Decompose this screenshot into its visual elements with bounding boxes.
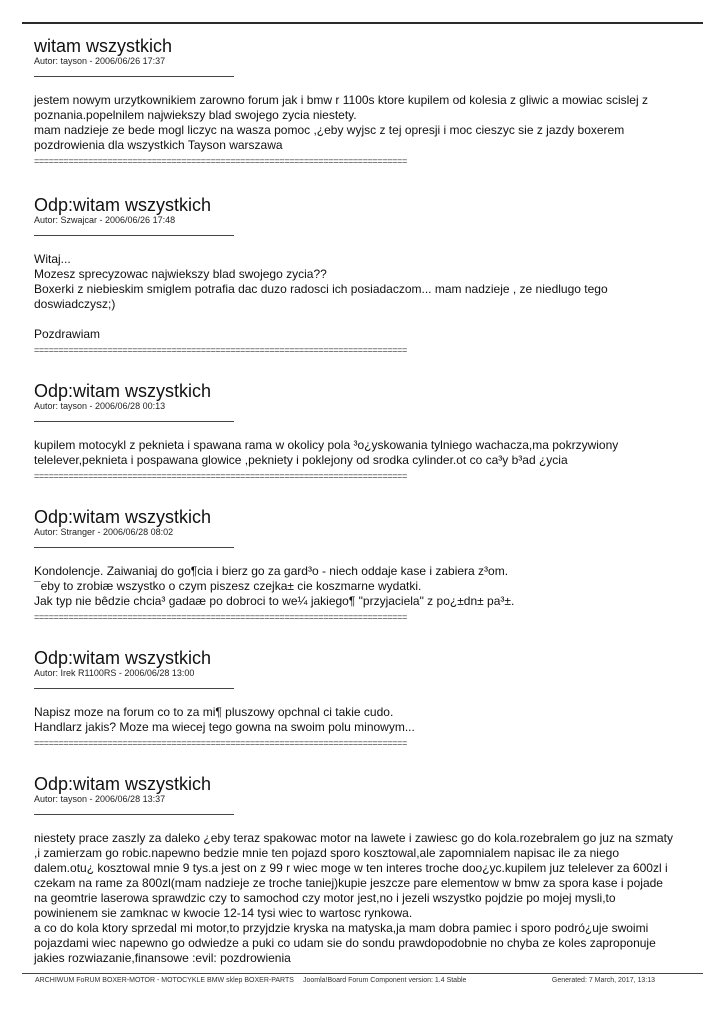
- post: [34, 36, 694, 167]
- post-title: witam wszystkich: [34, 36, 173, 56]
- post-body: jestem nowym urzytkownikiem zarowno forum jak i bmw r 1100s ktore kupilem od kolesia z gliwic a mowiac scislej z poznania.popelnilem najwiekszy blad swojego zycia niestety. mam nadzieje ze bede mogl liczyc na wasza pomoc ,¿eby wyjsc z tej opresji i moc cieszyc sie z jazdy boxerem pozdrowienia dla wszystkich Tayson warszawa: [34, 93, 648, 152]
- post-separator: ============================================================================: [34, 612, 407, 622]
- post-body: kupilem motocykl z peknieta i spawana rama w okolicy pola ³o¿yskowania tylniego wachacza,ma pokrzywiony telelever,peknieta i pospawana glowice ,pekniety i poklejony od srodka cylinder.ot co ca³y b³ad ¿ycia: [34, 438, 619, 467]
- post: [34, 507, 694, 623]
- meta-divider: [34, 814, 234, 815]
- post-body: Napisz moze na forum co to za mi¶ pluszowy opchnal ci takie cudo. Handlarz jakis? Moze ma wiecej tego gowna na swoim polu minowym...: [34, 705, 415, 734]
- post-separator: ============================================================================: [34, 345, 407, 355]
- post: [34, 381, 694, 482]
- post-body: niestety prace zaszly za daleko ¿eby teraz spakowac motor na lawete i zawiesc go do kola.rozebralem go juz na szmaty ,i zamierzam go robic.napewno bedzie mnie ten pojazd sporo kosztowal,ale zapomnialem napisac ile za niego dalem.otu¿ kosztowal mnie 9 tys.a jest on z 99 r wiec moge w ten interes troche doo¿yc.kupilem juz telelever za 600zl i czekam na rame za 800zl(mam nadzieje ze troche taniej)kupie jeszcze pare elementow w bmw za spora kase i pojade na geomtrie laserowa sprawdzic czy to samochod czy motor jest,no i jezeli wszystko pojdzie po mojej mysli,to powinienem sie zamknac w kwocie 12-14 tysi wiec to wartosc rynkowa. a co do kola ktory sprzedal mi motor,to przyjdzie kryska na matyska,ja mam dobra pamiec i sporo podró¿uje swoimi pojazdami wiec napewno go odwiedze a puki co udam sie do sondu prawdopodobnie no chyba ze koles zaproponuje jakies rozwiazanie,finansowe :evil: pozdrowienia: [34, 831, 673, 965]
- post-author-meta: Autor: tayson - 2006/06/26 17:37: [34, 56, 166, 66]
- thread: [34, 24, 694, 966]
- post-title: Odp:witam wszystkich: [34, 381, 212, 401]
- meta-divider: [34, 76, 234, 77]
- post-title: Odp:witam wszystkich: [34, 507, 212, 527]
- meta-divider: [34, 235, 234, 236]
- footer-site-name: ARCHIWUM FoRUM BOXER-MOTOR - MOTOCYKLE BMW sklep BOXER-PARTS: [35, 977, 294, 984]
- post-separator: ============================================================================: [34, 471, 407, 481]
- meta-divider: [34, 688, 234, 689]
- post: [34, 195, 694, 356]
- post-author-meta: Autor: Stranger - 2006/06/28 08:02: [34, 527, 174, 537]
- footer-component-version: Joomla!Board Forum Component version: 1.4 Stable: [303, 977, 467, 984]
- footer-rule: [22, 973, 703, 974]
- post-separator: ============================================================================: [34, 738, 407, 748]
- meta-divider: [34, 547, 234, 548]
- post: [34, 774, 694, 966]
- meta-divider: [34, 421, 234, 422]
- post-author-meta: Autor: tayson - 2006/06/28 00:13: [34, 401, 166, 411]
- post-body: Witaj... Mozesz sprecyzowac najwiekszy blad swojego zycia?? Boxerki z niebieskim smiglem potrafia dac duzo radosci ich posiadaczom... mam nadzieje , ze niedlugo tego doswiadczysz;) Pozdrawiam: [34, 252, 608, 341]
- post: [34, 648, 694, 749]
- post-separator: ============================================================================: [34, 156, 407, 166]
- footer-generated-date: Generated: 7 March, 2017, 13:13: [551, 977, 655, 984]
- post-title: Odp:witam wszystkich: [34, 195, 212, 215]
- post-author-meta: Autor: Irek R1100RS - 2006/06/28 13:00: [34, 668, 195, 678]
- page-footer: [35, 976, 695, 988]
- post-title: Odp:witam wszystkich: [34, 774, 212, 794]
- post-title: Odp:witam wszystkich: [34, 648, 212, 668]
- post-author-meta: Autor: Szwajcar - 2006/06/26 17:48: [34, 215, 176, 225]
- post-body: Kondolencje. Zaiwaniaj do go¶cia i bierz go za gard³o - niech oddaje kase i zabiera z³om. ¯eby to zrobiæ wszystko o czym piszesz czejka± cie koszmarne wydatki. Jak typ nie bêdzie chcia³ gadaæ po dobroci to we¼ jakiego¶ "przyjaciela" z po¿±dn± pa³±.: [34, 564, 515, 608]
- post-author-meta: Autor: tayson - 2006/06/28 13:37: [34, 794, 166, 804]
